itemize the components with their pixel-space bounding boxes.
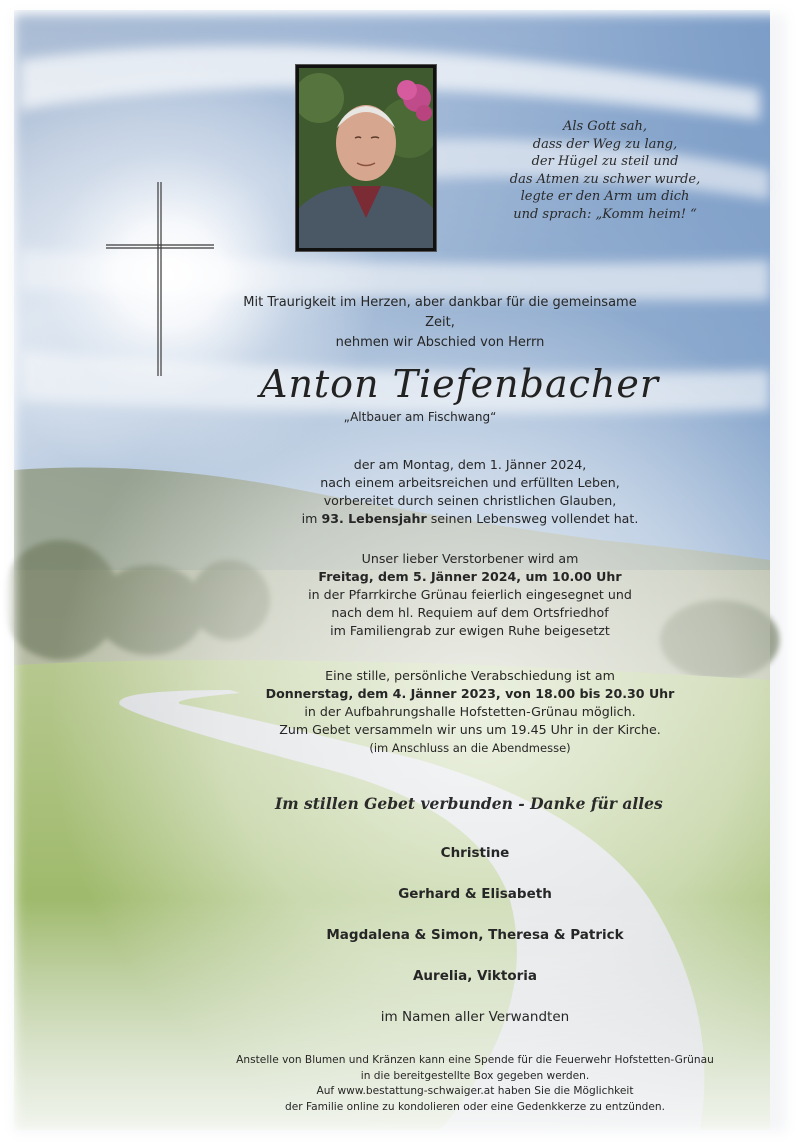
poem-line: der Hügel zu steil und	[531, 154, 679, 169]
mourner-name: Aurelia, Viktoria	[412, 968, 537, 984]
notice-line: der am Montag, dem 1. Jänner 2024,	[353, 457, 587, 472]
farewell-date	[250, 685, 690, 703]
footer-line: der Familie online zu kondolieren oder eine Gedenkkerze zu entzünden.	[285, 1100, 665, 1113]
mourner-name: Magdalena & Simon, Theresa & Patrick	[326, 927, 624, 943]
poem-line: das Atmen zu schwer wurde,	[509, 171, 701, 187]
intro-line: Mit Traurigkeit im Herzen, aber dankbar für die gemeinsame Zeit,	[243, 295, 637, 330]
deceased-nickname: „Altbauer am Fischwang“	[343, 410, 497, 424]
poem-line: dass der Weg zu lang,	[532, 136, 678, 152]
farewell-line: in der Aufbahrungshalle Hofstetten-Grünau möglich.	[304, 704, 636, 719]
deceased-name: Anton Tiefenbacher	[260, 362, 660, 406]
poem-line: Als Gott sah,	[562, 119, 648, 134]
footer-line: Auf www.bestattung-schwaiger.at haben Sie die Möglichkeit	[316, 1085, 634, 1097]
mourner-name: Gerhard & Elisabeth	[398, 886, 552, 902]
notice-line	[250, 510, 690, 528]
notice-prefix: im	[301, 511, 318, 526]
relatives-line: im Namen aller Verwandten	[380, 1009, 570, 1025]
farewell-info	[250, 667, 690, 757]
poem-line: legte er den Arm um dich	[520, 189, 690, 204]
poem-line: und sprach: „Komm heim! “	[513, 206, 697, 222]
mourner-name: Christine	[440, 845, 510, 861]
funeral-date-bold: Freitag, dem 5. Jänner 2024, um 10.00 Uhr	[318, 569, 622, 584]
notice-line: nach einem arbeitsreichen und erfüllten Leben,	[320, 475, 620, 490]
funeral-line: Unser lieber Verstorbener wird am	[361, 551, 579, 566]
notice-line: vorbereitet durch seinen christlichen Glauben,	[323, 493, 617, 508]
footer-line: Anstelle von Blumen und Kränzen kann eine Spende für die Feuerwehr Hofstetten-Grünau	[236, 1054, 714, 1066]
funeral-line: im Familiengrab zur ewigen Ruhe beigesetzt	[330, 623, 610, 638]
age-bold: 93. Lebensjahr	[321, 511, 427, 526]
portrait-photo	[295, 64, 437, 252]
funeral-date	[250, 568, 690, 586]
death-notice	[250, 456, 690, 528]
farewell-note: (im Anschluss an die Abendmesse)	[369, 741, 571, 755]
notice-suffix: seinen Lebensweg vollendet hat.	[430, 511, 639, 526]
funeral-line: nach dem hl. Requiem auf dem Ortsfriedhof	[331, 605, 609, 620]
funeral-line: in der Pfarrkirche Grünau feierlich eingesegnet und	[308, 587, 632, 602]
poem-quote	[470, 118, 740, 223]
footer-note	[215, 1053, 735, 1115]
footer-line: in die bereitgestellte Box gegeben werden.	[360, 1069, 590, 1082]
farewell-line: Eine stille, persönliche Verabschiedung ist am	[325, 668, 615, 683]
intro-line: nehmen wir Abschied von Herrn	[335, 335, 545, 350]
greeting-line: Im stillen Gebet verbunden - Danke für alles	[275, 794, 663, 813]
intro-text	[230, 293, 650, 353]
farewell-date-bold: Donnerstag, dem 4. Jänner 2023, von 18.00 bis 20.30 Uhr	[265, 686, 675, 701]
funeral-info	[250, 550, 690, 640]
farewell-line: Zum Gebet versammeln wir uns um 19.45 Uhr in der Kirche.	[279, 722, 661, 737]
